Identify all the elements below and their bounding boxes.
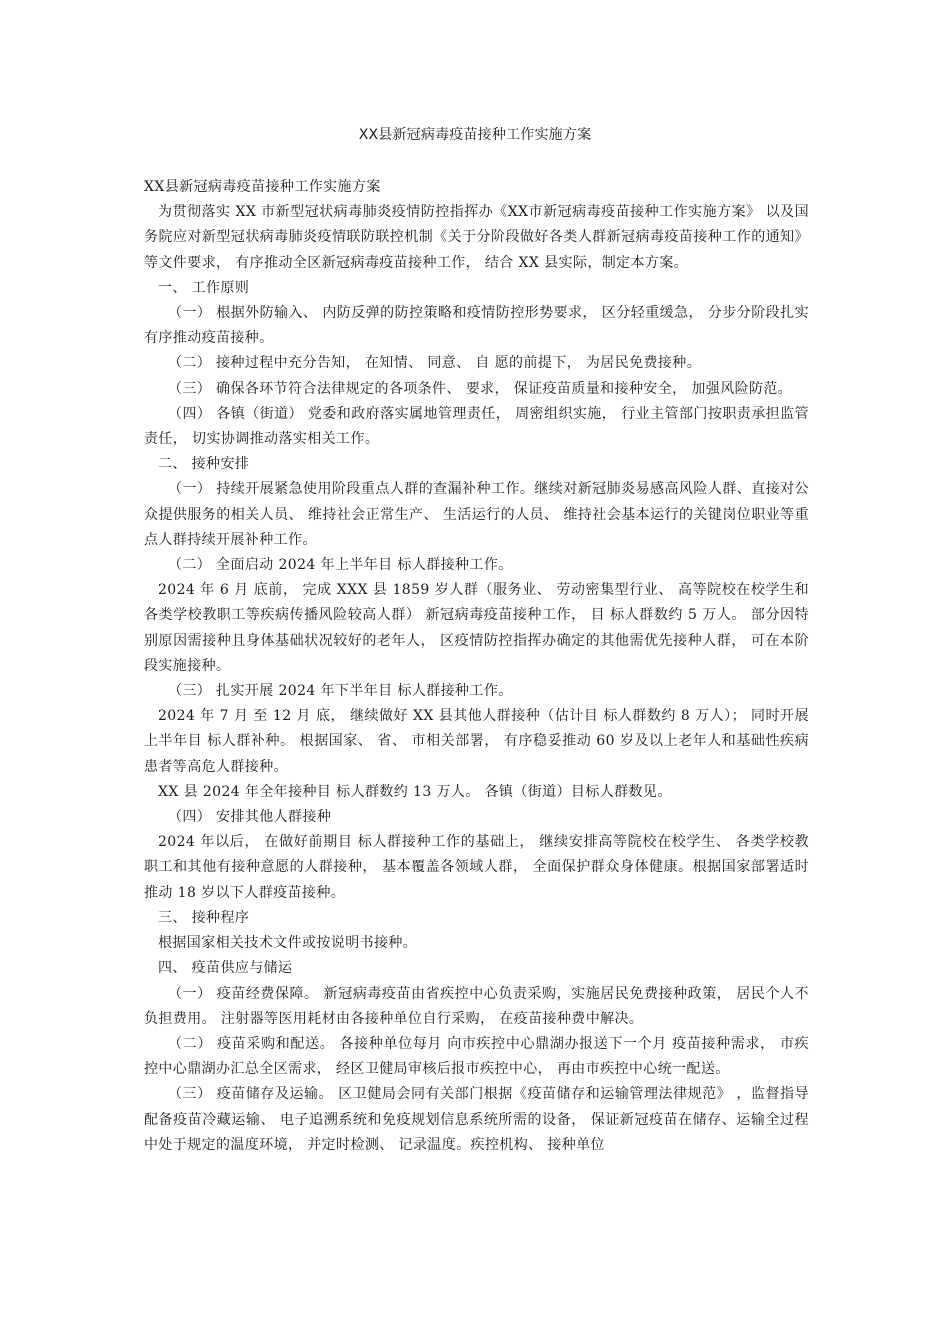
paragraph: 2024 年 7 月 至 12 月 底， 继续做好 XX 县其他人群接种（估计目 标人群数约 8 万人）； 同时开展上半年目 标人群补种。 根据国家、 省、 市相关部署， 有序稳妥推动 60 岁及以上老年人和基础性疾病患者等高危人群接种。: [144, 708, 809, 775]
paragraph: （三） 疫苗储存及运输。 区卫健局会同有关部门根据《疫苗储存和运输管理法律规范》 ，监督指导配备疫苗冷藏运输、 电子追溯系统和免疫规划信息系统所需的设备， 保证新冠疫苗在储存、运输全过程中处于规定的温度环境， 并定时检测、 记录温度。疾控机构、 接种单位: [144, 1086, 809, 1153]
paragraph: 四、 疫苗供应与储运: [158, 960, 293, 977]
paragraph: 二、 接种安排: [158, 456, 250, 473]
paragraph: （二） 疫苗采购和配送。 各接种单位每月 向市疾控中心鼎湖办报送下一个月 疫苗接种需求， 市疾控中心鼎湖办汇总全区需求， 经区卫健局审核后报市疾控中心， 再由市疾控中心统一配送。: [144, 1035, 809, 1078]
paragraph: （一） 根据外防输入、 内防反弹的防控策略和疫情防控形势要求， 区分轻重缓急， 分步分阶段扎实有序推动疫苗接种。: [144, 305, 809, 347]
paragraph: XX 县 2024 年全年接种目 标人群数约 13 万人。 各镇（街道）目标人群数见。: [158, 783, 672, 800]
paragraph: XX县新冠病毒疫苗接种工作实施方案: [144, 179, 381, 195]
paragraph: （一） 持续开展紧急使用阶段重点人群的查漏补种工作。继续对新冠肺炎易感高风险人群、直接对公众提供服务的相关人员、 维持社会正常生产、 生活运行的人员、 维持社会基本运行的关键岗位职业等重点人群持续开展补种工作。: [144, 481, 809, 548]
document-body: [144, 175, 809, 1158]
paragraph: （四） 各镇（街道） 党委和政府落实属地管理责任， 周密组织实施， 行业主管部门按职责承担监管责任， 切实协调推动落实相关工作。: [144, 405, 809, 448]
document-title: XX县新冠病毒疫苗接种工作实施方案: [358, 127, 592, 143]
paragraph: （四） 安排其他人群接种: [168, 809, 332, 826]
paragraph: 根据国家相关技术文件或按说明书接种。: [158, 935, 418, 952]
paragraph: 一、 工作原则: [158, 279, 250, 296]
paragraph: （一） 疫苗经费保障。 新冠病毒疫苗由省疾控中心负责采购，实施居民免费接种政策， 居民个人不负担费用。 注射器等医用耗材由各接种单位自行采购， 在疫苗接种费中解决。: [144, 985, 809, 1027]
paragraph: 2024 年以后， 在做好前期目 标人群接种工作的基础上， 继续安排高等院校在校学生、 各类学校教职工和其他有接种意愿的人群接种， 基本覆盖各领域人群， 全面保护群众身体健康。根据国家部署适时推动 18 岁以下人群疫苗接种。: [144, 834, 809, 901]
paragraph: 2024 年 6 月 底前， 完成 XXX 县 1859 岁人群（服务业、 劳动密集型行业、 高等院校在校学生和各类学校教职工等疾病传播风险较高人群） 新冠病毒疫苗接种工作， 目 标人群数约 5 万人。 部分因特别原因需接种且身体基础状况较好的老年人， 区疫情防控指挥办确定的其他需优先接种人群， 可在本阶段实施接种。: [144, 582, 809, 674]
paragraph: 三、 接种程序: [158, 909, 250, 926]
paragraph: （三） 确保各环节符合法律规定的各项条件、 要求， 保证疫苗质量和接种安全， 加强风险防范。: [168, 380, 793, 397]
paragraph: 为贯彻落实 XX 市新型冠状病毒肺炎疫情防控指挥办《XX市新冠病毒疫苗接种工作实施方案》 以及国务院应对新型冠状病毒肺炎疫情联防联控机制《关于分阶段做好各类人群新冠病毒疫苗接种工作的通知》 等文件要求， 有序推动全区新冠病毒疫苗接种工作， 结合 XX 县实际，制定本方案。: [144, 204, 809, 271]
paragraph: （二） 接种过程中充分告知， 在知情、 同意、 自 愿的前提下， 为居民免费接种。: [168, 355, 702, 372]
paragraph: （二） 全面启动 2024 年上半年目 标人群接种工作。: [168, 557, 513, 574]
paragraph: （三） 扎实开展 2024 年下半年目 标人群接种工作。: [168, 683, 513, 700]
